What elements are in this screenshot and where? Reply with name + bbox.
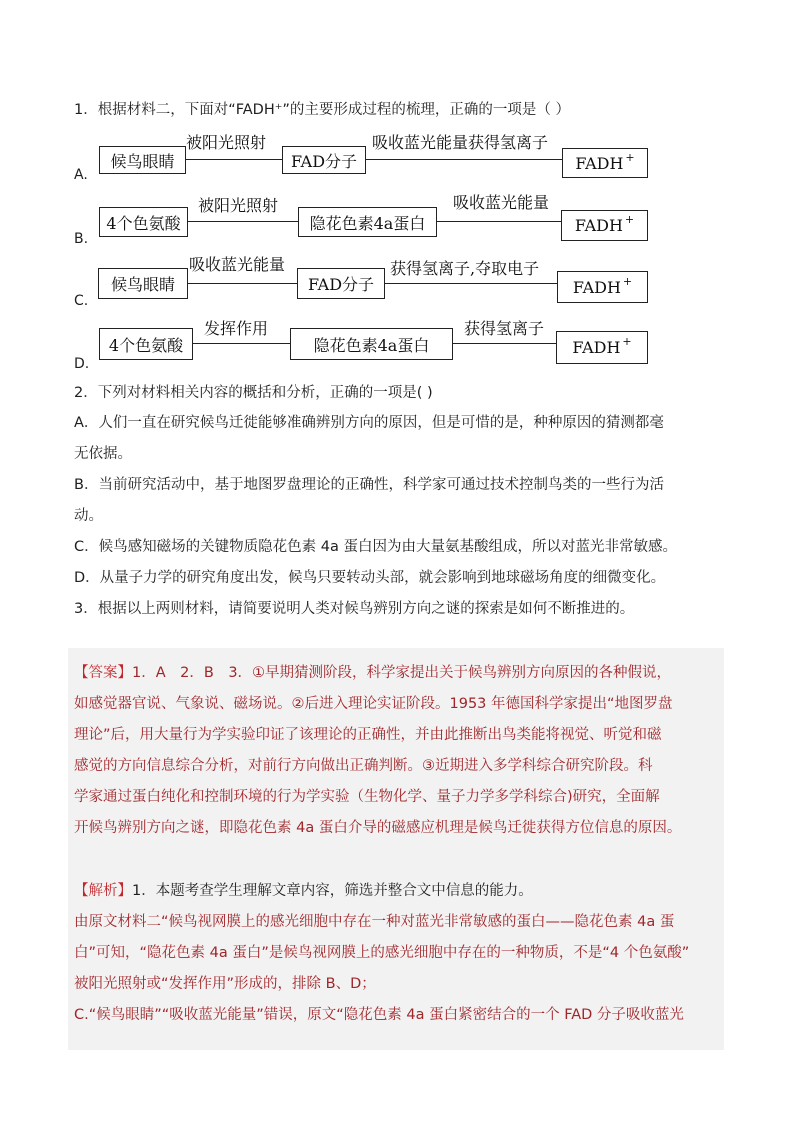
option-a-fadh: FADH bbox=[575, 153, 624, 173]
answer-line-3: 理论”后，用大量行为学实验印证了该理论的正确性，并由此推断出鸟类能将视觉、听觉和磁 bbox=[74, 727, 662, 743]
answer-tag: 【答案】 bbox=[74, 665, 132, 681]
q3-stem: 3．根据以上两则材料，请简要说明人类对候鸟辨别方向之谜的探索是如何不断推进的。 bbox=[74, 601, 635, 617]
option-c-box-1: 候鸟眼睛 bbox=[98, 268, 188, 299]
option-a-letter: A. bbox=[74, 167, 88, 183]
q2-option-b-line-1: B．当前研究活动中，基于地图罗盘理论的正确性，科学家可通过技术控制鸟类的一些行为活 bbox=[74, 477, 664, 493]
option-a-line-1 bbox=[186, 159, 282, 160]
answer-line-1-text: 1．A 2．B 3．①早期猜测阶段，科学家提出关于候鸟辨别方向原因的各种假说， bbox=[132, 665, 672, 681]
answer-line-5: 学家通过蛋白纯化和控制环境的行为学实验（生物化学、量子力学多学科综合)研究，全面解 bbox=[74, 789, 660, 805]
option-c-letter: C. bbox=[74, 293, 89, 309]
option-c-box-3 bbox=[557, 271, 648, 303]
option-c-fadh: FADH bbox=[572, 277, 621, 297]
option-c-line-1 bbox=[188, 283, 297, 284]
analysis-line-5: C.“候鸟眼睛”“吸收蓝光能量”错误，原文“隐花色素 4a 蛋白紧密结合的一个 FAD 分子吸收蓝光 bbox=[74, 1007, 684, 1023]
option-b-line-1 bbox=[188, 221, 298, 222]
q2-option-c: C．候鸟感知磁场的关键物质隐花色素 4a 蛋白因为由大量氨基酸组成，所以对蓝光非常敏感。 bbox=[74, 539, 677, 555]
option-b-fadh-sup: + bbox=[624, 213, 635, 226]
answer-line-4: 感觉的方向信息综合分析，对前行方向做出正确判断。③近期进入多学科综合研究阶段。科 bbox=[74, 758, 653, 774]
option-b-label-2: 吸收蓝光能量 bbox=[453, 193, 550, 212]
analysis-line-3: 白”可知，“隐花色素 4a 蛋白”是候鸟视网膜上的感光细胞中存在的一种物质，不是“4 个色氨酸” bbox=[74, 945, 690, 961]
option-d-label-2: 获得氢离子 bbox=[464, 319, 545, 338]
analysis-line-4: 被阳光照射或“发挥作用”形成的，排除 B、D； bbox=[74, 976, 376, 992]
answer-line-1 bbox=[74, 663, 671, 683]
option-a-box-2: FAD分子 bbox=[282, 146, 366, 174]
analysis-line-1 bbox=[74, 881, 533, 901]
option-b-letter: B. bbox=[74, 231, 89, 247]
option-c-box-2: FAD分子 bbox=[297, 268, 385, 299]
option-c-label-1: 吸收蓝光能量 bbox=[189, 255, 286, 274]
option-c-line-2 bbox=[385, 283, 557, 284]
option-d-box-2: 隐花色素4a蛋白 bbox=[290, 328, 453, 360]
option-c-fadh-sup: + bbox=[622, 274, 633, 288]
option-a-box-3 bbox=[562, 148, 648, 178]
option-a-box-1: 候鸟眼睛 bbox=[99, 146, 186, 174]
option-d-fadh: FADH bbox=[572, 338, 621, 357]
option-d-box-1: 4个色氨酸 bbox=[99, 328, 193, 360]
analysis-tag: 【解析】 bbox=[74, 883, 132, 899]
option-a-fadh-sup: + bbox=[625, 150, 635, 164]
option-b-label-1: 被阳光照射 bbox=[198, 196, 279, 215]
option-b-box-1: 4个色氨酸 bbox=[99, 207, 188, 237]
option-a-label-2: 吸收蓝光能量获得氢离子 bbox=[372, 133, 549, 152]
q2-option-d: D．从量子力学的研究角度出发，候鸟只要转动头部，就会影响到地球磁场角度的细微变化。 bbox=[74, 570, 666, 586]
option-c-label-2: 获得氢离子,夺取电子 bbox=[390, 259, 540, 278]
option-d-box-3 bbox=[556, 331, 648, 364]
q2-stem: 2．下列对材料相关内容的概括和分析，正确的一项是( ) bbox=[74, 385, 433, 401]
analysis-line-2: 由原文材料二“候鸟视网膜上的感光细胞中存在一种对蓝光非常敏感的蛋白——隐花色素 4a 蛋 bbox=[74, 914, 675, 930]
option-b-fadh: FADH bbox=[574, 216, 623, 235]
option-b-line-2 bbox=[437, 221, 561, 222]
option-a-line-2 bbox=[366, 159, 562, 160]
analysis-line-1-text: 1．本题考查学生理解文章内容，筛选并整合文中信息的能力。 bbox=[132, 883, 533, 899]
option-b-box-2: 隐花色素4a蛋白 bbox=[298, 207, 437, 237]
q2-option-a-line-1: A．人们一直在研究候鸟迁徙能够准确辨别方向的原因，但是可惜的是，种种原因的猜测都毫 bbox=[74, 415, 664, 431]
option-d-fadh-sup: + bbox=[622, 335, 632, 348]
option-a-label-1: 被阳光照射 bbox=[186, 133, 267, 152]
option-d-line-2 bbox=[453, 343, 556, 344]
option-b-box-3 bbox=[561, 210, 648, 241]
answer-line-6: 开候鸟辨别方向之谜，即隐花色素 4a 蛋白介导的磁感应机理是候鸟迁徙获得方位信息的原因。 bbox=[74, 820, 682, 836]
q2-option-a-line-2: 无依据。 bbox=[74, 446, 132, 462]
q1-stem: 1．根据材料二，下面对“FADH⁺”的主要形成过程的梳理，正确的一项是（ ） bbox=[74, 102, 571, 118]
q2-option-b-line-2: 动。 bbox=[74, 508, 103, 524]
option-d-label-1: 发挥作用 bbox=[204, 319, 269, 338]
option-d-line-1 bbox=[193, 343, 290, 344]
answer-line-2: 如感觉器官说、气象说、磁场说。②后进入理论实证阶段。1953 年德国科学家提出“地图罗盘 bbox=[74, 696, 673, 712]
option-d-letter: D. bbox=[74, 356, 90, 372]
